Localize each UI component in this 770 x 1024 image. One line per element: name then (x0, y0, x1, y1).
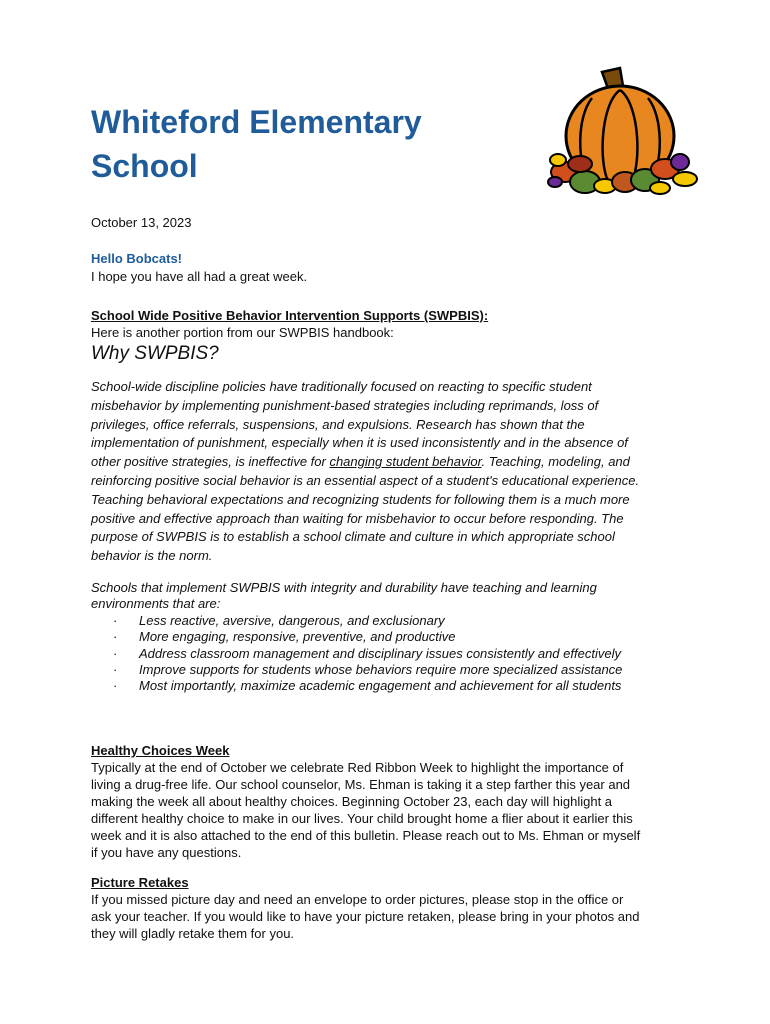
changing-behavior-link[interactable]: changing student behavior (329, 454, 482, 470)
swpbis-heading: School Wide Positive Behavior Intervention Supports (SWPBIS): (91, 308, 489, 323)
bullet-icon: · (113, 678, 118, 694)
text-line: If you missed picture day and need an envelope to order pictures, please stop in the office or (91, 892, 624, 907)
list-item (91, 613, 622, 629)
why-swpbis-heading: Why SWPBIS? (91, 343, 219, 364)
text-span: . Teaching, modeling, and (481, 454, 630, 470)
text-line: environments that are: (91, 596, 221, 612)
text-line: Typically at the end of October we celebrate Red Ribbon Week to highlight the importance of (91, 760, 624, 775)
bulletin-date: October 13, 2023 (91, 215, 192, 230)
bullet-icon: · (113, 645, 118, 661)
text-line: they will gladly retake them for you. (91, 926, 295, 941)
list-item-text: More engaging, responsive, preventive, and productive (139, 629, 456, 645)
list-item (91, 678, 622, 694)
swpbis-paragraph (91, 378, 639, 566)
list-item (91, 646, 622, 662)
title-line: School (91, 148, 198, 184)
text-line: behavior is the norm. (91, 548, 213, 564)
list-item-text: Less reactive, aversive, dangerous, and exclusionary (139, 612, 445, 628)
text-line: misbehavior by implementing punishment-based strategies including reprimands, loss of (91, 397, 599, 413)
list-item-text: Improve supports for students whose behaviors require more specialized assistance (139, 662, 623, 678)
text-line: Teaching behavioral expectations and recognizing students for following them is a much more (91, 491, 630, 507)
text-line: living a drug-free life. Our school counselor, Ms. Ehman is taking it a step farther this year and (91, 777, 631, 792)
text-line: privileges, office referrals, suspensions, and expulsions. Research has shown that the (91, 416, 585, 432)
swpbis-paragraph-2 (91, 580, 622, 695)
greeting-heading: Hello Bobcats! (91, 251, 183, 266)
text-line: Schools that implement SWPBIS with integrity and durability have teaching and learning (91, 580, 597, 595)
picture-retakes-heading: Picture Retakes (91, 875, 189, 890)
healthy-choices-heading: Healthy Choices Week (91, 743, 230, 758)
swpbis-bullet-list (91, 613, 622, 695)
title-line: Whiteford Elementary (91, 104, 422, 140)
pumpkin-illustration (540, 64, 700, 200)
text-line: ask your teacher. If you would like to have your picture retaken, please bring in your photos and (91, 909, 640, 924)
greeting-text: I hope you have all had a great week. (91, 269, 308, 284)
bullet-icon: · (113, 612, 118, 628)
healthy-choices-section (91, 742, 640, 861)
text-line: different healthy choice to make in our lives. Your child brought home a flier about it earlier this (91, 811, 633, 826)
school-title (91, 100, 422, 188)
bullet-icon: · (113, 629, 118, 645)
bullet-icon: · (113, 662, 118, 678)
list-item (91, 629, 622, 645)
text-line: making the week all about healthy choices. Beginning October 23, each day will highlight a (91, 794, 613, 809)
swpbis-intro: Here is another portion from our SWPBIS handbook: (91, 325, 394, 340)
text-line: School-wide discipline policies have traditionally focused on reacting to specific student (91, 379, 592, 394)
picture-retakes-section (91, 874, 640, 942)
text-line: week and it is also attached to the end of this bulletin. Please reach out to Ms. Ehman or myself (91, 828, 641, 843)
text-line: implementation of punishment, especially when it is used inconsistently and in the absence of (91, 435, 628, 451)
list-item (91, 662, 622, 678)
text-line: purpose of SWPBIS is to establish a school climate and culture in which appropriate school (91, 529, 615, 545)
text-line (91, 453, 639, 472)
text-span: other positive strategies, is ineffective for (91, 454, 330, 470)
text-line: reinforcing positive social behavior is an essential aspect of a student's educational experience. (91, 472, 640, 488)
list-item-text: Address classroom management and disciplinary issues consistently and effectively (139, 645, 621, 661)
text-line: positive and effective approach than waiting for misbehavior to occur before responding. The (91, 510, 624, 526)
list-item-text: Most importantly, maximize academic engagement and achievement for all students (139, 678, 622, 694)
text-line: if you have any questions. (91, 845, 242, 860)
